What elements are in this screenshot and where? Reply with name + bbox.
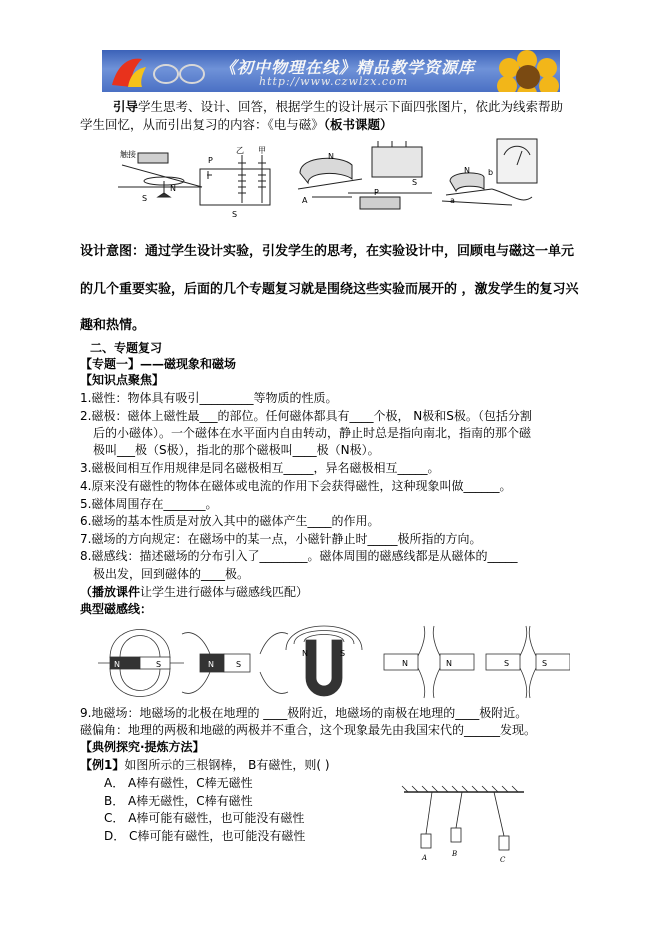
declination-line: 磁偏角：地理的两极和地磁的两极并不重合，这个现象最先由我国宋代的______发现。 bbox=[80, 723, 537, 737]
item-2-line-3: 极叫___极（S极），指北的那个磁极叫____极（N极）。 bbox=[93, 443, 380, 457]
item-3: 3.磁极间相互作用规律是同名磁极相互_____，异名磁极相互_____。 bbox=[80, 461, 440, 475]
field-lines-figures bbox=[90, 624, 570, 704]
item-2-line-2: 后的小磁体）。一个磁体在水平面内自由转动，静止时总是指向南北，指南的那个磁 bbox=[93, 426, 532, 440]
design-intent-line-2: 的几个重要实验，后面的几个专题复习就是围绕这些实验而展开的 ，激发学生的复习兴 bbox=[80, 282, 579, 297]
field-label-m1-s: S bbox=[156, 660, 162, 669]
courseware-label: （播放课件 bbox=[80, 585, 141, 599]
fig-label-i: A bbox=[302, 196, 308, 205]
bar-magnet-figure-1 bbox=[98, 630, 184, 697]
intro-line-1 bbox=[113, 99, 563, 115]
typical-lines-heading: 典型磁感线： bbox=[80, 602, 153, 616]
field-label-u-s: S bbox=[340, 649, 346, 658]
fig-label-n: a bbox=[450, 196, 455, 205]
item-9: 9.地磁场：地磁场的北极在地理的 ____极附近，地磁场的南极在地理的____极附近。 bbox=[80, 706, 528, 720]
option-c: C． A棒可能有磁性，也可能没有磁性 bbox=[104, 811, 305, 825]
board-title-note: （板书课题） bbox=[323, 117, 393, 132]
motor-figure bbox=[298, 141, 432, 209]
rod-c bbox=[499, 836, 509, 850]
example-section-heading: 【典例探究·提炼方法】 bbox=[80, 740, 205, 754]
fig-label-b: S bbox=[142, 194, 148, 203]
rod-label-a: A bbox=[422, 854, 428, 862]
bar-magnet-figure-2 bbox=[182, 633, 288, 694]
banner-url: http://www.czwlzx.com bbox=[259, 75, 409, 88]
repel-ss-figure bbox=[486, 626, 570, 698]
field-label-p2-left: S bbox=[504, 659, 510, 668]
item-8-line-1: 8.磁感线：描述磁场的分布引入了________。磁体周围的磁感线都是从磁体的_____ bbox=[80, 549, 518, 563]
field-label-m2-s: S bbox=[236, 660, 242, 669]
intro-lead: 引导 bbox=[113, 99, 139, 114]
field-label-p1-left: N bbox=[402, 659, 408, 668]
item-6: 6.磁场的基本性质是对放入其中的磁体产生____的作用。 bbox=[80, 514, 380, 528]
field-label-m1-n: N bbox=[114, 660, 120, 669]
field-label-m2-n: N bbox=[208, 660, 214, 669]
fig-label-g: S bbox=[232, 210, 238, 219]
section-heading: 二、专题复习 bbox=[90, 341, 163, 355]
item-5: 5.磁体周围存在_______。 bbox=[80, 497, 218, 511]
logo-icon bbox=[108, 53, 148, 89]
rod-label-c: C bbox=[500, 856, 506, 864]
experiment-figures bbox=[112, 135, 552, 225]
knowledge-heading: 【知识点聚焦】 bbox=[80, 373, 165, 387]
option-a: A． A棒有磁性，C棒无磁性 bbox=[104, 776, 253, 790]
item-4: 4.原来没有磁性的物体在磁体或电流的作用下会获得磁性，这种现象叫做______。 bbox=[80, 479, 512, 493]
option-b: B． A棒无磁性，C棒有磁性 bbox=[104, 794, 253, 808]
fig-label-j: P bbox=[374, 188, 379, 197]
item-2-line-1: 2.磁极：磁体上磁性最___的部位。任何磁体都具有____个极， N极和S极。（包括分割 bbox=[80, 409, 532, 423]
fig-label-e: 乙 bbox=[236, 146, 244, 155]
intro-line2-text: 学生回忆，从而引出复习的内容：《电与磁》 bbox=[80, 117, 324, 132]
header-banner bbox=[102, 50, 560, 92]
repel-nn-figure bbox=[384, 626, 474, 698]
banner-title: 《初中物理在线》精品教学资源库 bbox=[220, 58, 476, 77]
item-8-line-2: 极出发，回到磁体的____极。 bbox=[93, 567, 250, 581]
item-7: 7.磁场的方向规定：在磁场中的某一点，小磁针静止时_____极所指的方向。 bbox=[80, 532, 482, 546]
courseware-text: 让学生进行磁体与磁感线匹配） bbox=[140, 585, 309, 599]
oersted-figure bbox=[118, 153, 202, 197]
design-intent-line-3: 趣和热情。 bbox=[80, 318, 146, 333]
fig-label-d: P bbox=[208, 156, 213, 165]
fig-label-k: S bbox=[412, 178, 418, 187]
option-d: D． C棒可能有磁性，也可能没有磁性 bbox=[104, 829, 306, 843]
rod-a bbox=[421, 834, 431, 848]
sunflower-decoration bbox=[487, 50, 560, 92]
example-question bbox=[80, 758, 330, 773]
hanging-rods-figure bbox=[400, 784, 530, 864]
topic-heading: 【专题一】——磁现象和磁场 bbox=[80, 357, 237, 371]
fig-label-h: N bbox=[328, 152, 334, 161]
u-magnet-figure bbox=[286, 626, 362, 696]
field-label-p1-right: N bbox=[446, 659, 452, 668]
courseware-note bbox=[80, 585, 308, 600]
rod-label-b: B bbox=[452, 850, 458, 858]
design-intent-line-1: 设计意图：通过学生设计实验，引发学生的思考，在实验设计中，回顾电与磁这一单元 bbox=[80, 244, 575, 259]
fig-label-f: 甲 bbox=[258, 146, 266, 155]
fig-label-l: N bbox=[464, 166, 470, 175]
glasses-decoration bbox=[148, 50, 208, 92]
fig-label-m: b bbox=[488, 168, 494, 177]
fig-label-a: 触接 bbox=[120, 150, 136, 159]
intro-line-2 bbox=[80, 117, 393, 133]
field-label-u-n: N bbox=[302, 649, 308, 658]
rod-b bbox=[451, 828, 461, 842]
item-1: 1.磁性：物体具有吸引_________等物质的性质。 bbox=[80, 391, 338, 405]
example-label: 【例1】 bbox=[80, 758, 125, 772]
field-label-p2-right: S bbox=[542, 659, 548, 668]
fig-label-c: N bbox=[170, 184, 176, 193]
example-question-text: 如图所示的三根钢棒， B有磁性，则( ) bbox=[124, 758, 330, 772]
intro-line1-text: 学生思考、设计、回答，根据学生的设计展示下面四张图片，依此为线索帮助 bbox=[138, 99, 564, 114]
